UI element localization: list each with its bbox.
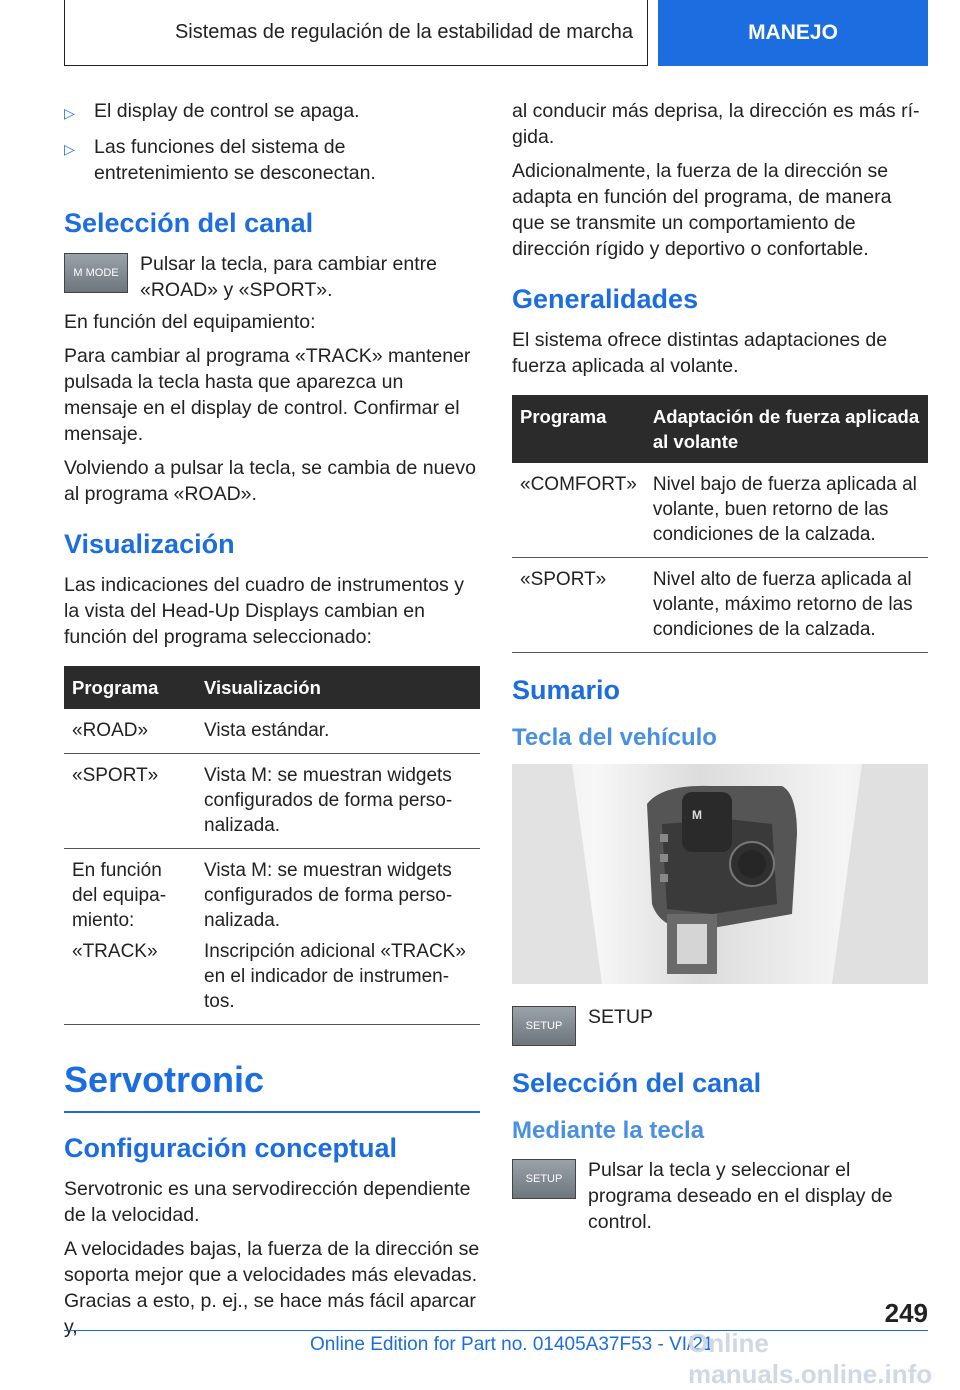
watermark-text: Online manuals.online.info bbox=[688, 1328, 933, 1389]
table-header: Adaptación de fuerza aplicada al volante bbox=[645, 395, 928, 463]
setup-button-icon: SETUP bbox=[512, 1159, 576, 1199]
setup-button-icon: SETUP bbox=[512, 1006, 576, 1046]
paragraph: El sistema ofrece distintas adaptaciones de fuerza aplicada al volante. bbox=[512, 329, 888, 377]
bullet-item: ▷ El display de control se apaga. bbox=[64, 98, 480, 126]
heading-vehicle-key: Tecla del vehículo bbox=[512, 724, 717, 751]
table-header: Visualización bbox=[196, 666, 480, 709]
heading-via-key: Mediante la tecla bbox=[512, 1117, 705, 1144]
paragraph: Servotronic es una servodirección dependiente de la velocidad. bbox=[64, 1178, 471, 1226]
paragraph: Adicionalmente, la fuerza de la dirección se adapta en función del programa, de manera que se transmite un comportamiento de dirección rígido y deportivo o confortable. bbox=[512, 160, 892, 260]
bullet-item: ▷ Las funciones del sistema de entretenimiento se desconectan. bbox=[64, 136, 376, 184]
table-row: «SPORT» Vista M: se muestran widgets configurados de forma personalizada. bbox=[64, 754, 480, 849]
paragraph: al conducir más deprisa, la dirección es más rígida. bbox=[512, 100, 920, 148]
table-row: «TRACK» Inscripción adicional «TRACK» en el indicador de instrumentos. bbox=[64, 937, 480, 1025]
key-instruction: SETUP Pulsar la tecla y seleccionar el programa deseado en el display de control. bbox=[512, 1157, 928, 1235]
center-console-image bbox=[512, 764, 928, 984]
table-row: En función del equipamiento: Vista M: se muestran widgets configurados de forma personalizada. bbox=[72, 860, 453, 931]
left-column bbox=[64, 98, 480, 1348]
m-logo: M bbox=[692, 808, 702, 822]
triangle-bullet-icon: ▷ bbox=[64, 105, 75, 121]
right-column bbox=[512, 98, 928, 1241]
page-number: 249 bbox=[884, 1298, 928, 1328]
steering-force-table bbox=[512, 395, 928, 653]
paragraph: Para cambiar al programa «TRACK» mantener pulsada la tecla hasta que aparezca un mensaje en el display de control. Confirmar el mensaje. bbox=[64, 345, 471, 445]
table-row: «ROAD» Vista estándar. bbox=[64, 709, 480, 754]
visualization-table bbox=[64, 666, 480, 1025]
key-instruction: M MODE Pulsar la tecla, para cambiar entre «ROAD» y «SPORT». bbox=[64, 251, 480, 303]
table-row: «SPORT» Nivel alto de fuerza aplicada al volante, máximo retorno de las condiciones de la calzada. bbox=[512, 558, 928, 653]
edition-text: Online Edition for Part no. 01405A37F53 - VI/21 bbox=[310, 1334, 714, 1355]
triangle-bullet-icon: ▷ bbox=[64, 141, 75, 157]
m-mode-button-icon: M MODE bbox=[64, 253, 128, 293]
paragraph: En función del equipamiento: bbox=[64, 311, 316, 333]
paragraph: A velocidades bajas, la fuerza de la dirección se soporta mejor que a velocidades más elevadas. Gracias a esto, p. ej., se hace más fácil aparcar y, bbox=[64, 1238, 480, 1338]
table-header: Programa bbox=[512, 395, 645, 463]
chapter-tab[interactable]: MANEJO bbox=[658, 0, 928, 66]
page-header bbox=[64, 0, 928, 66]
heading-channel-selection: Selección del canal bbox=[64, 208, 314, 238]
table-row: «COMFORT» Nivel bajo de fuerza aplicada al volante, buen retorno de las condiciones de la calzada. bbox=[512, 463, 928, 558]
paragraph: Las indicaciones del cuadro de instrumentos y la vista del Head-Up Displays cambian en función del programa seleccionado: bbox=[64, 574, 464, 648]
table-header: Programa bbox=[64, 666, 196, 709]
heading-general: Generalidades bbox=[512, 284, 699, 314]
key-instruction: SETUP SETUP bbox=[512, 1004, 928, 1046]
heading-summary: Sumario bbox=[512, 675, 621, 705]
heading-servotronic: Servotronic bbox=[64, 1059, 480, 1113]
heading-visualization: Visualización bbox=[64, 529, 235, 559]
heading-channel-selection: Selección del canal bbox=[512, 1068, 762, 1098]
heading-conceptual: Configuración conceptual bbox=[64, 1133, 398, 1163]
gear-selector-illustration bbox=[512, 764, 928, 984]
paragraph: Volviendo a pulsar la tecla, se cambia de nuevo al programa «ROAD». bbox=[64, 457, 476, 505]
section-title: Sistemas de regulación de la estabilidad de marcha bbox=[64, 0, 648, 66]
